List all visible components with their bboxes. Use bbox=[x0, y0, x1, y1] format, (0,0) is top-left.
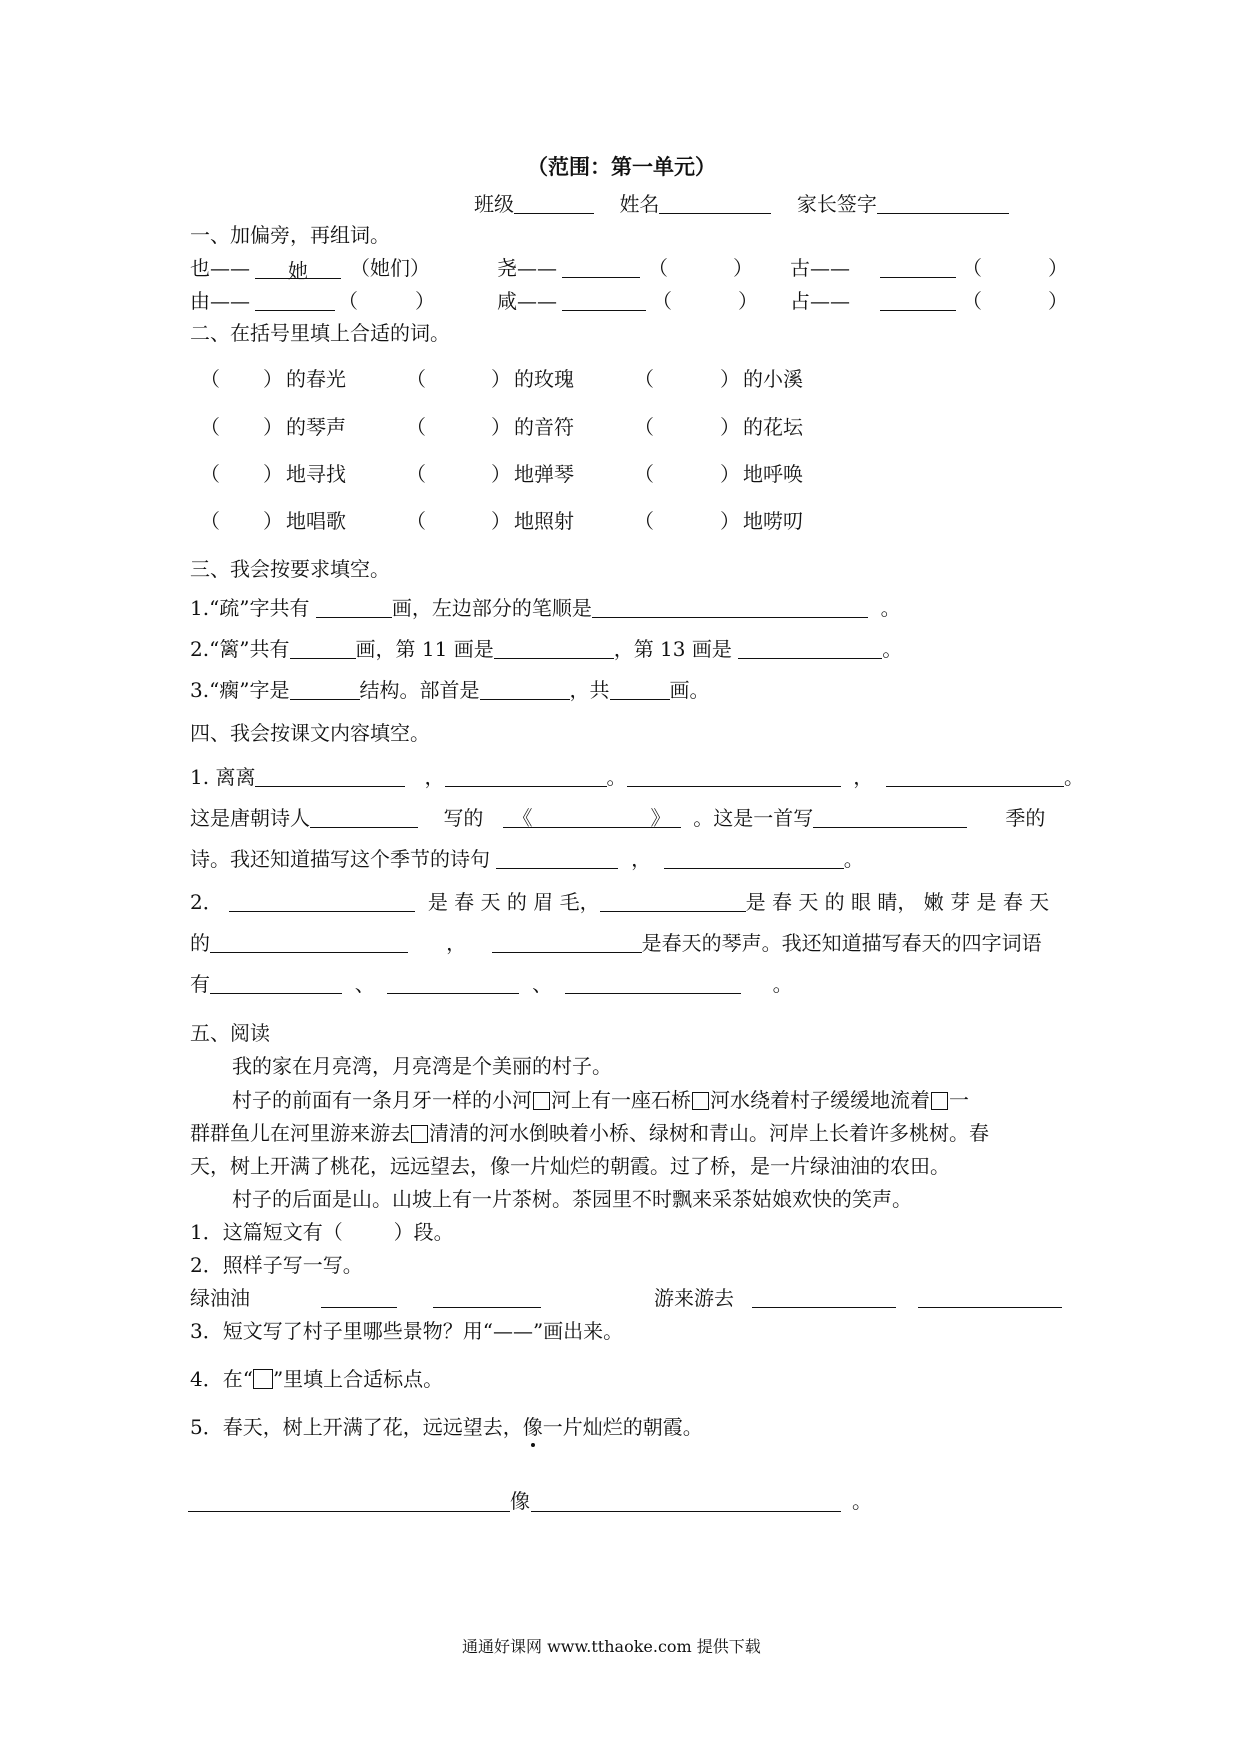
s4-l3-period: 。 bbox=[843, 847, 864, 871]
s4-l1-blank-4[interactable] bbox=[886, 766, 1064, 787]
s3-q3-blank-3[interactable] bbox=[610, 679, 670, 700]
s2-blank-lparen: （ bbox=[200, 509, 220, 533]
s3-q2-text-d: 。 bbox=[882, 637, 903, 661]
s4-line-4 bbox=[190, 889, 1049, 915]
s4-l5-text-b: 是春天的琴声。我还知道描写春天的四字词语 bbox=[641, 931, 1042, 955]
s5-q5-text-a: 5．春天，树上开满了花，远远望去， bbox=[190, 1415, 523, 1439]
s4-l6-blank-1[interactable] bbox=[210, 973, 342, 994]
s3-q1-text-a: 1.“疏”字共有 bbox=[190, 596, 310, 620]
section-2-heading: 二、在括号里填上合适的词。 bbox=[190, 321, 450, 345]
s5-q1-text-a: 1．这篇短文有（ bbox=[190, 1220, 343, 1244]
s4-l2-text-b: 写的 bbox=[443, 806, 484, 830]
s5-q1 bbox=[190, 1219, 454, 1245]
s4-l2-title-blank[interactable] bbox=[503, 807, 681, 828]
s5-p3-text-b: 清清的河水倒映着小桥、绿树和青山。河岸上长着许多桃树。春 bbox=[429, 1121, 989, 1145]
s5-q5-answer-xiang: 像 bbox=[510, 1489, 530, 1513]
s4-line-1 bbox=[190, 764, 1084, 790]
s4-l6-dun-2: 、 bbox=[532, 972, 553, 996]
s3-q2-text-b: 画，第 11 画是 bbox=[355, 637, 494, 661]
s5-q5-text-c: 一片灿烂的朝霞。 bbox=[542, 1415, 703, 1439]
s2-phrase: 地唱歌 bbox=[286, 509, 346, 533]
s2-blank-rparen: ） bbox=[263, 509, 283, 533]
s1-r2c3-rparen: ） bbox=[1048, 289, 1068, 313]
s4-l1-blank-2[interactable] bbox=[445, 766, 607, 787]
s4-l3-comma: ， bbox=[631, 847, 652, 871]
s3-q1-text-c: 。 bbox=[880, 596, 901, 620]
s2-blank-lparen: （ bbox=[200, 462, 220, 486]
s5-p3-text-a: 群群鱼儿在河里游来游去 bbox=[190, 1121, 410, 1145]
section-1-heading: 一、加偏旁，再组词。 bbox=[190, 223, 390, 247]
s1-r2c1-lparen: （ bbox=[338, 289, 358, 313]
s1-r2c2-char: 咸—— bbox=[497, 289, 557, 313]
s2-blank-lparen: （ bbox=[634, 509, 654, 533]
s4-line-3 bbox=[190, 846, 864, 872]
s5-q4-text-b: ”里填上合适标点。 bbox=[272, 1367, 444, 1391]
s4-line-5 bbox=[190, 930, 1042, 956]
s2-answer-blank[interactable] bbox=[656, 414, 720, 440]
s5-para-4: 天，树上开满了桃花，远远望去，像一片灿烂的朝霞。过了桥，是一片绿油油的农田。 bbox=[190, 1154, 950, 1178]
s2-blank-rparen: ） bbox=[720, 462, 740, 486]
s1-r2c1-char: 由—— bbox=[190, 289, 250, 313]
s1-r2c1-rparen: ） bbox=[415, 289, 435, 313]
s2-blank-rparen: ） bbox=[263, 367, 283, 391]
s1-r1c3-char: 古—— bbox=[790, 256, 850, 280]
s2-phrase: 的音符 bbox=[514, 415, 574, 439]
s1-r1c3-rparen: ） bbox=[1048, 256, 1068, 280]
s4-l1-blank-3[interactable] bbox=[627, 766, 841, 787]
s1-r1c2-rparen: ） bbox=[733, 256, 753, 280]
page-title: （范围：第一单元） bbox=[527, 154, 716, 179]
s4-line-2 bbox=[190, 805, 1045, 831]
s2-answer-blank[interactable] bbox=[428, 414, 491, 440]
s1-r2c3-char: 占—— bbox=[790, 289, 850, 313]
s4-l1-period-2: 。 bbox=[1063, 765, 1084, 789]
s2-blank-rparen: ） bbox=[263, 462, 283, 486]
s4-l2-lbook: 《 bbox=[512, 806, 533, 830]
s4-l3-text: 诗。我还知道描写这个季节的诗句 bbox=[190, 847, 490, 871]
s4-l2-blank-2[interactable] bbox=[813, 807, 967, 828]
s3-q2 bbox=[190, 636, 902, 662]
s4-l1-period-1: 。 bbox=[606, 765, 627, 789]
s5-q2-blank-4[interactable] bbox=[918, 1285, 1062, 1311]
s2-answer-blank[interactable] bbox=[428, 508, 491, 534]
s4-l6-period: 。 bbox=[772, 972, 793, 996]
s4-l4-blank-1[interactable] bbox=[229, 891, 415, 912]
s2-phrase: 的玫瑰 bbox=[514, 367, 574, 391]
s4-l2-blank-1[interactable] bbox=[310, 807, 418, 828]
s4-l6-dun-1: 、 bbox=[354, 972, 375, 996]
s5-p3-box[interactable] bbox=[411, 1125, 428, 1143]
s2-answer-blank[interactable] bbox=[656, 461, 720, 487]
s3-q1-blank-2[interactable] bbox=[592, 597, 868, 618]
s1-r2c1-blank[interactable] bbox=[255, 288, 335, 314]
s5-para-1: 我的家在月亮湾，月亮湾是个美丽的村子。 bbox=[232, 1054, 612, 1078]
s2-phrase: 地照射 bbox=[514, 509, 574, 533]
s2-phrase: 的春光 bbox=[286, 367, 346, 391]
name-label: 姓名 bbox=[619, 192, 660, 216]
s4-l1-blank-1[interactable] bbox=[255, 766, 405, 787]
s4-l1-text: 1. 离离 bbox=[190, 765, 256, 789]
s2-blank-lparen: （ bbox=[200, 367, 220, 391]
s2-blank-rparen: ） bbox=[720, 509, 740, 533]
s4-l4-text-c: 是 春 天 的 眼 睛， 嫩 芽 是 春 天 bbox=[745, 890, 1050, 914]
class-label: 班级 bbox=[474, 192, 514, 216]
s5-q4-box bbox=[253, 1369, 273, 1389]
s4-l2-text-e: 。这是一首写 bbox=[693, 806, 814, 830]
s1-r1c2-lparen: （ bbox=[648, 256, 668, 280]
s3-q3 bbox=[190, 677, 710, 703]
s1-r1c2-blank[interactable] bbox=[562, 255, 640, 281]
s5-q5-emphasis: 像 bbox=[522, 1415, 543, 1439]
s4-l2-rbook: 》 bbox=[650, 806, 671, 830]
s4-l1-comma-1: ， bbox=[424, 765, 445, 789]
s5-q4 bbox=[190, 1366, 443, 1392]
s2-answer-blank[interactable] bbox=[428, 366, 491, 392]
s3-q3-text-a: 3.“瘸”字是 bbox=[190, 678, 290, 702]
s2-answer-blank[interactable] bbox=[222, 366, 263, 392]
s2-answer-blank[interactable] bbox=[222, 414, 263, 440]
s3-q2-blank-1[interactable] bbox=[290, 638, 356, 659]
s3-q1-text-b: 画，左边部分的笔顺是 bbox=[391, 596, 592, 620]
s5-p2-box-2[interactable] bbox=[692, 1092, 709, 1110]
s1-r1c1-char: 也—— bbox=[190, 256, 250, 280]
s4-l1-comma-2: ， bbox=[853, 765, 874, 789]
s2-blank-rparen: ） bbox=[491, 415, 511, 439]
s3-q3-blank-2[interactable] bbox=[480, 679, 570, 700]
class-blank[interactable] bbox=[514, 193, 594, 214]
s1-r2c3-blank[interactable] bbox=[880, 288, 956, 314]
s4-l4-text-b: 是 春 天 的 眉 毛， bbox=[427, 890, 600, 914]
s4-l3-blank-2[interactable] bbox=[664, 848, 844, 869]
s4-l4-blank-2[interactable] bbox=[600, 891, 746, 912]
s2-answer-blank[interactable] bbox=[428, 461, 491, 487]
s1-r1c2-char: 尧—— bbox=[497, 256, 557, 280]
s2-blank-rparen: ） bbox=[263, 415, 283, 439]
s2-phrase: 地呼唤 bbox=[743, 462, 803, 486]
name-blank[interactable] bbox=[659, 193, 771, 214]
section-3-heading: 三、我会按要求填空。 bbox=[190, 557, 390, 581]
page-footer: 通通好课网 www.tthaoke.com 提供下载 bbox=[462, 1637, 761, 1656]
s4-l6-text: 有 bbox=[190, 972, 210, 996]
s4-l5-comma: ， bbox=[446, 931, 467, 955]
s2-blank-rparen: ） bbox=[720, 367, 740, 391]
s3-q3-text-c: ，共 bbox=[569, 678, 610, 702]
s3-q3-blank-1[interactable] bbox=[290, 679, 360, 700]
s5-p2-text-a: 村子的前面有一条月牙一样的小河 bbox=[232, 1088, 532, 1112]
s1-r1c3-lparen: （ bbox=[962, 256, 982, 280]
s5-p2-text-b: 河上有一座石桥 bbox=[551, 1088, 691, 1112]
s5-q4-text-a: 4．在“ bbox=[190, 1367, 253, 1391]
s3-q2-blank-2[interactable] bbox=[494, 638, 614, 659]
s3-q2-text-c: ，第 13 画是 bbox=[613, 637, 732, 661]
s2-blank-lparen: （ bbox=[634, 367, 654, 391]
s5-q2: 2．照样子写一写。 bbox=[190, 1253, 363, 1277]
s2-blank-lparen: （ bbox=[406, 415, 426, 439]
s3-q3-text-d: 画。 bbox=[669, 678, 710, 702]
s4-line-6 bbox=[190, 971, 793, 997]
s5-q5-answer-blank-2[interactable] bbox=[531, 1511, 841, 1512]
s4-l5-blank-2[interactable] bbox=[492, 932, 642, 953]
s5-p2-box-1[interactable] bbox=[533, 1092, 550, 1110]
s5-p2-text-d: 一 bbox=[949, 1088, 969, 1112]
s2-blank-lparen: （ bbox=[634, 415, 654, 439]
s3-q1 bbox=[190, 595, 901, 621]
s4-l2-text-f: 季的 bbox=[1005, 806, 1046, 830]
s2-blank-lparen: （ bbox=[634, 462, 654, 486]
s5-q5 bbox=[190, 1414, 703, 1440]
header-info bbox=[474, 191, 1009, 217]
s2-answer-blank[interactable] bbox=[656, 508, 720, 534]
s5-q5-answer-period: 。 bbox=[852, 1489, 872, 1513]
s4-l3-blank-1[interactable] bbox=[496, 848, 618, 869]
s3-q1-blank-1[interactable] bbox=[316, 597, 392, 618]
s1-r2c2-lparen: （ bbox=[652, 289, 672, 313]
s2-answer-blank[interactable] bbox=[222, 508, 263, 534]
sign-label: 家长签字 bbox=[796, 192, 877, 216]
s3-q3-text-b: 结构。部首是 bbox=[359, 678, 480, 702]
s5-q1-text-b: ）段。 bbox=[393, 1220, 454, 1244]
s5-q2-blank-2[interactable] bbox=[433, 1285, 541, 1311]
s2-blank-rparen: ） bbox=[720, 415, 740, 439]
s5-q2-blank-1[interactable] bbox=[321, 1285, 397, 1311]
s2-phrase: 地寻找 bbox=[286, 462, 346, 486]
s4-l6-blank-3[interactable] bbox=[565, 973, 741, 994]
s3-q2-text-a: 2.“篱”共有 bbox=[190, 637, 290, 661]
s5-p2-box-3[interactable] bbox=[931, 1092, 948, 1110]
s3-q2-blank-3[interactable] bbox=[738, 638, 882, 659]
s2-blank-rparen: ） bbox=[491, 509, 511, 533]
s2-answer-blank[interactable] bbox=[656, 366, 720, 392]
s1-r1c1-answer bbox=[255, 255, 341, 281]
s1-r2c2-rparen: ） bbox=[738, 289, 758, 313]
s2-phrase: 的琴声 bbox=[286, 415, 346, 439]
s1-r1c3-blank[interactable] bbox=[880, 255, 956, 281]
section-5-heading: 五、阅读 bbox=[190, 1021, 270, 1045]
s5-para-2 bbox=[232, 1087, 969, 1113]
s2-phrase: 地弹琴 bbox=[514, 462, 574, 486]
s4-l2-text-a: 这是唐朝诗人 bbox=[190, 806, 310, 830]
s2-blank-rparen: ） bbox=[491, 462, 511, 486]
s5-q3: 3．短文写了村子里哪些景物？用“——”画出来。 bbox=[190, 1319, 624, 1343]
s2-blank-rparen: ） bbox=[491, 367, 511, 391]
s2-blank-lparen: （ bbox=[200, 415, 220, 439]
s1-r1c1-answer-text: 她 bbox=[255, 258, 341, 279]
s5-para-3 bbox=[190, 1120, 989, 1146]
s1-r2c3-lparen: （ bbox=[962, 289, 982, 313]
s4-l5-text-a: 的 bbox=[190, 931, 210, 955]
s1-r2c2-blank[interactable] bbox=[562, 288, 646, 314]
s5-p2-text-c: 河水绕着村子缓缓地流着 bbox=[710, 1088, 930, 1112]
s4-l4-text-a: 2． bbox=[190, 890, 223, 914]
section-4-heading: 四、我会按课文内容填空。 bbox=[190, 721, 430, 745]
s2-blank-lparen: （ bbox=[406, 462, 426, 486]
s5-q2-example-2: 游来游去 bbox=[654, 1286, 734, 1310]
s4-l5-blank-1[interactable] bbox=[210, 932, 408, 953]
s2-phrase: 的花坛 bbox=[743, 415, 803, 439]
s5-q2-example-1: 绿油油 bbox=[190, 1286, 250, 1310]
s5-q2-blank-3[interactable] bbox=[752, 1285, 896, 1311]
s2-phrase: 的小溪 bbox=[743, 367, 803, 391]
s4-l6-blank-2[interactable] bbox=[387, 973, 519, 994]
s2-phrase: 地唠叨 bbox=[743, 509, 803, 533]
s5-para-5: 村子的后面是山。山坡上有一片茶树。茶园里不时飘来采茶姑娘欢快的笑声。 bbox=[232, 1187, 912, 1211]
s2-blank-lparen: （ bbox=[406, 509, 426, 533]
s5-q5-answer-blank-1[interactable] bbox=[188, 1511, 510, 1512]
s2-answer-blank[interactable] bbox=[222, 461, 263, 487]
s1-r1c1-word: （她们） bbox=[350, 256, 430, 280]
s2-blank-lparen: （ bbox=[406, 367, 426, 391]
sign-blank[interactable] bbox=[877, 193, 1009, 214]
